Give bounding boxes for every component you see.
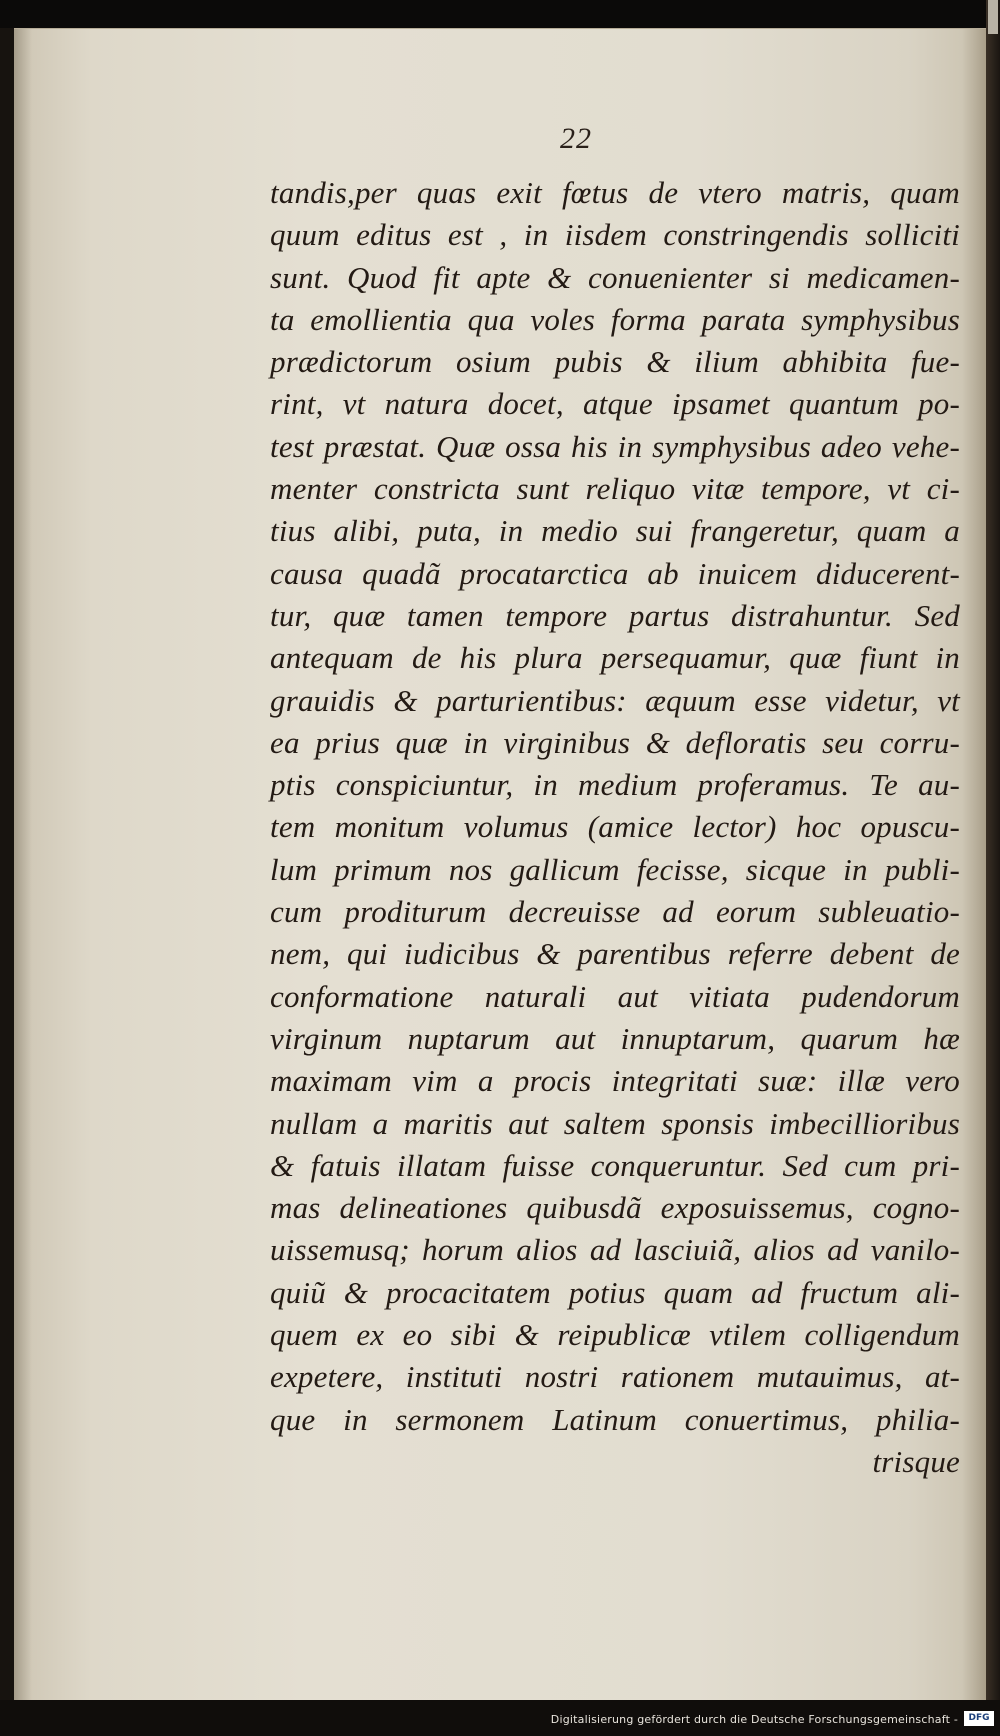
text-line: antequam de his plura persequamur, quæ fiunt in bbox=[270, 640, 960, 676]
text-line: rint, vt natura docet, atque ipsamet quantum po- bbox=[270, 386, 960, 422]
text-line: tius alibi, puta, in medio sui frangeretur, quam a bbox=[270, 513, 960, 549]
body-text bbox=[270, 172, 960, 1483]
text-line: maximam vim a procis integritati suæ: illæ vero bbox=[270, 1063, 960, 1099]
text-line: uissemusq; horum alios ad lasciuiã, alios ad vanilo- bbox=[270, 1232, 960, 1268]
text-line: quem ex eo sibi & reipublicæ vtilem colligendum bbox=[270, 1317, 960, 1353]
text-line: tur, quæ tamen tempore partus distrahuntur. Sed bbox=[270, 597, 960, 633]
text-line: tandis,per quas exit fœtus de vtero matris, quam bbox=[270, 175, 960, 210]
text-line: quum editus est , in iisdem constringendis solliciti bbox=[270, 217, 960, 253]
bookmark-ribbon bbox=[988, 0, 998, 34]
text-line: ptis conspiciuntur, in medium proferamus. Te au- bbox=[270, 767, 960, 803]
text-line: test præstat. Quæ ossa his in symphysibus adeo vehe- bbox=[270, 428, 960, 464]
text-line: lum primum nos gallicum fecisse, sicque in publi- bbox=[270, 851, 960, 887]
text-line: cum proditurum decreuisse ad eorum subleuatio- bbox=[270, 894, 960, 930]
dfg-logo: DFG bbox=[964, 1711, 994, 1726]
text-line: mas delineationes quibusdã exposuissemus, cogno- bbox=[270, 1190, 960, 1226]
text-line: prædictorum osium pubis & ilium abhibita fue- bbox=[270, 344, 960, 380]
text-line: que in sermonem Latinum conuertimus, philia- bbox=[270, 1401, 960, 1437]
text-line: expetere, instituti nostri rationem mutauimus, at- bbox=[270, 1359, 960, 1395]
text-line: quiũ & procacitatem potius quam ad fructum ali- bbox=[270, 1274, 960, 1310]
page-number: 22 bbox=[560, 122, 592, 155]
text-line: sunt. Quod fit apte & conuenienter si medicamen- bbox=[270, 259, 960, 295]
text-line: ea prius quæ in virginibus & defloratis seu corru- bbox=[270, 724, 960, 760]
text-line: & fatuis illatam fuisse conqueruntur. Sed cum pri- bbox=[270, 1147, 960, 1183]
text-line: nullam a maritis aut saltem sponsis imbecillioribus bbox=[270, 1105, 960, 1141]
digitization-credit: Digitalisierung gefördert durch die Deutsche Forschungsgemeinschaft - bbox=[550, 1713, 958, 1726]
text-line: conformatione naturali aut vitiata pudendorum bbox=[270, 978, 960, 1014]
text-line: causa quadã procatarctica ab inuicem diducerent- bbox=[270, 555, 960, 591]
catchword: trisque bbox=[872, 1443, 960, 1479]
top-shadow bbox=[0, 0, 1000, 28]
text-line: grauidis & parturientibus: æquum esse videtur, vt bbox=[270, 682, 960, 718]
text-line: virginum nuptarum aut innuptarum, quarum hæ bbox=[270, 1020, 960, 1056]
text-line: nem, qui iudicibus & parentibus referre debent de bbox=[270, 936, 960, 972]
text-line: ta emollientia qua voles forma parata symphysibus bbox=[270, 301, 960, 337]
text-line: tem monitum volumus (amice lector) hoc opuscu- bbox=[270, 809, 960, 845]
page-edge bbox=[986, 0, 1000, 1736]
text-line: menter constricta sunt reliquo vitæ tempore, vt ci- bbox=[270, 471, 960, 507]
